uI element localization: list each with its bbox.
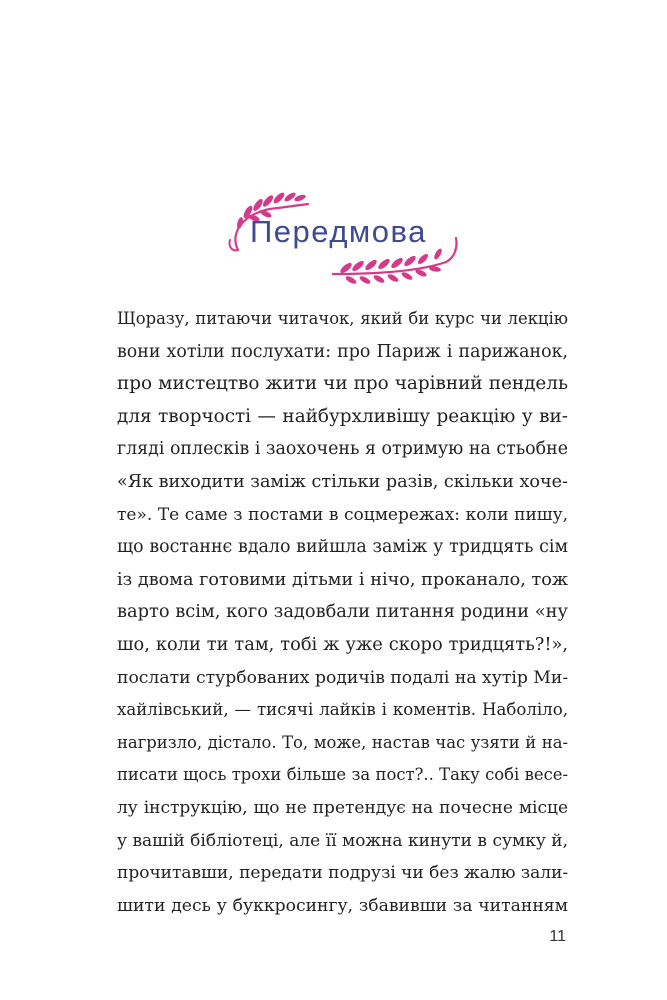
text-line: нагризло, дістало. То, може, настав час узяти й на- [117,732,568,752]
text-line: із двома готовими дітьми і нічо, проканало, тож [117,569,568,590]
text-line: лу інструкцію, що не претендує на почесне місце [117,797,568,818]
chapter-title: Передмова [250,214,427,249]
text-line: для творчості — найбурхливішу реакцію у ви- [117,405,568,427]
chapter-header [218,190,468,290]
text-line: варто всім, кого задовбали питання родини «ну [117,601,568,623]
text-line: вони хотіли послухати: про Париж і парижанок, [117,341,568,362]
text-line: шити десь у буккросингу, збавивши за читанням [117,895,568,916]
text-line: про мистецтво жити чи про чарівний пендель [117,373,568,395]
text-line: «Як виходити заміж стільки разів, скільки хоче- [117,471,568,492]
text-line: у вашій бібліотеці, але її можна кинути в сумку й, [117,830,568,851]
body-text [117,303,568,922]
text-line: шо, коли ти там, тобі ж уже скоро тридцять?!», [117,633,568,655]
text-line: Щоразу, питаючи читачок, який би курс чи лекцію [117,309,568,328]
text-line: писати щось трохи більше за пост?.. Таку собі весе- [117,765,568,785]
text-line: те». Те саме з постами в соцмережах: коли пишу, [117,504,568,525]
text-line: послати стурбованих родичів подалі на хутір Ми- [117,667,568,688]
text-line: хайлівський, — тисячі лайків і коментів. Наболіло, [117,700,568,720]
text-line: гляді оплесків і заохочень я отримую на стьобне [117,439,568,460]
text-line: що востаннє вдало вийшла заміж у тридцять сім [117,537,568,558]
page-number: 11 [549,928,566,945]
text-line: прочитавши, передати подрузі чи без жалю зали- [117,863,568,884]
